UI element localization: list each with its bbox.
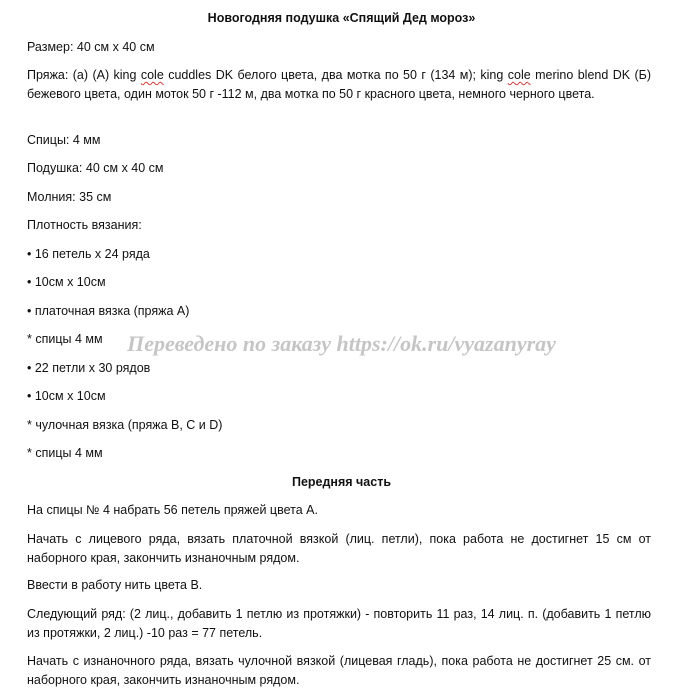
pillow-line: Подушка: 40 см х 40 см	[27, 161, 164, 175]
front-paragraph: Ввести в работу нить цвета В.	[27, 578, 203, 592]
yarn-text-1: Пряжа: (а) (A) king	[27, 68, 141, 82]
zipper-line: Молния: 35 см	[27, 190, 112, 204]
gauge-item: * спицы 4 мм	[27, 332, 103, 346]
yarn-text-3: merino blend DK (Б) бежевого цвета, один моток 50 г -112 м,	[27, 68, 652, 101]
gauge-item: • 16 петель х 24 ряда	[27, 247, 150, 261]
translation-watermark: Переведено по заказу https://ok.ru/vyazanyray	[127, 331, 556, 356]
yarn-cole-1: cole	[140, 68, 164, 82]
gauge-item: • 10см х 10см	[27, 389, 106, 403]
front-heading: Передняя часть	[291, 475, 392, 489]
gauge-heading: Плотность вязания:	[27, 218, 142, 232]
front-paragraph: Начать с лицевого ряда, вязать платочной вязкой (лиц. петли), пока работа не достигнет 15 см от наборного края, закончить изнаночным рядом.	[27, 532, 651, 565]
yarn-paragraph	[27, 66, 651, 104]
front-paragraph: Следующий ряд: (2 лиц., добавить 1 петлю из протяжки) - повторить 11 раз, 14 лиц. п. (добавить 1 петлю из протяжки, 2 лиц.) -10 раз = 77 петель.	[27, 607, 651, 640]
gauge-item: * чулочная вязка (пряжа B, C и D)	[27, 418, 223, 432]
yarn-cole-2: cole	[507, 68, 531, 82]
size-line: Размер: 40 см х 40 см	[27, 40, 155, 54]
front-paragraph: Начать с изнаночного ряда, вязать чулочной вязкой (лицевая гладь), пока работа не достигнет 25 см. от наборного края, закончить изнаночным рядом.	[27, 654, 651, 687]
document-title: Новогодняя подушка «Спящий Дед мороз»	[207, 11, 476, 25]
front-paragraph: На спицы № 4 набрать 56 петель пряжей цвета А.	[27, 503, 318, 517]
gauge-item: * спицы 4 мм	[27, 446, 103, 460]
gauge-item: • 10см х 10см	[27, 275, 106, 289]
needles-line: Спицы: 4 мм	[27, 133, 101, 147]
yarn-text-4: два мотка по 50 г красного цвета, немного черного цвета.	[260, 87, 595, 101]
gauge-item: • платочная вязка (пряжа А)	[27, 304, 190, 318]
gauge-item: • 22 петли х 30 рядов	[27, 361, 151, 375]
yarn-text-2: cuddles DK белого цвета, два мотка по 50 г (134 м); king	[163, 68, 508, 82]
